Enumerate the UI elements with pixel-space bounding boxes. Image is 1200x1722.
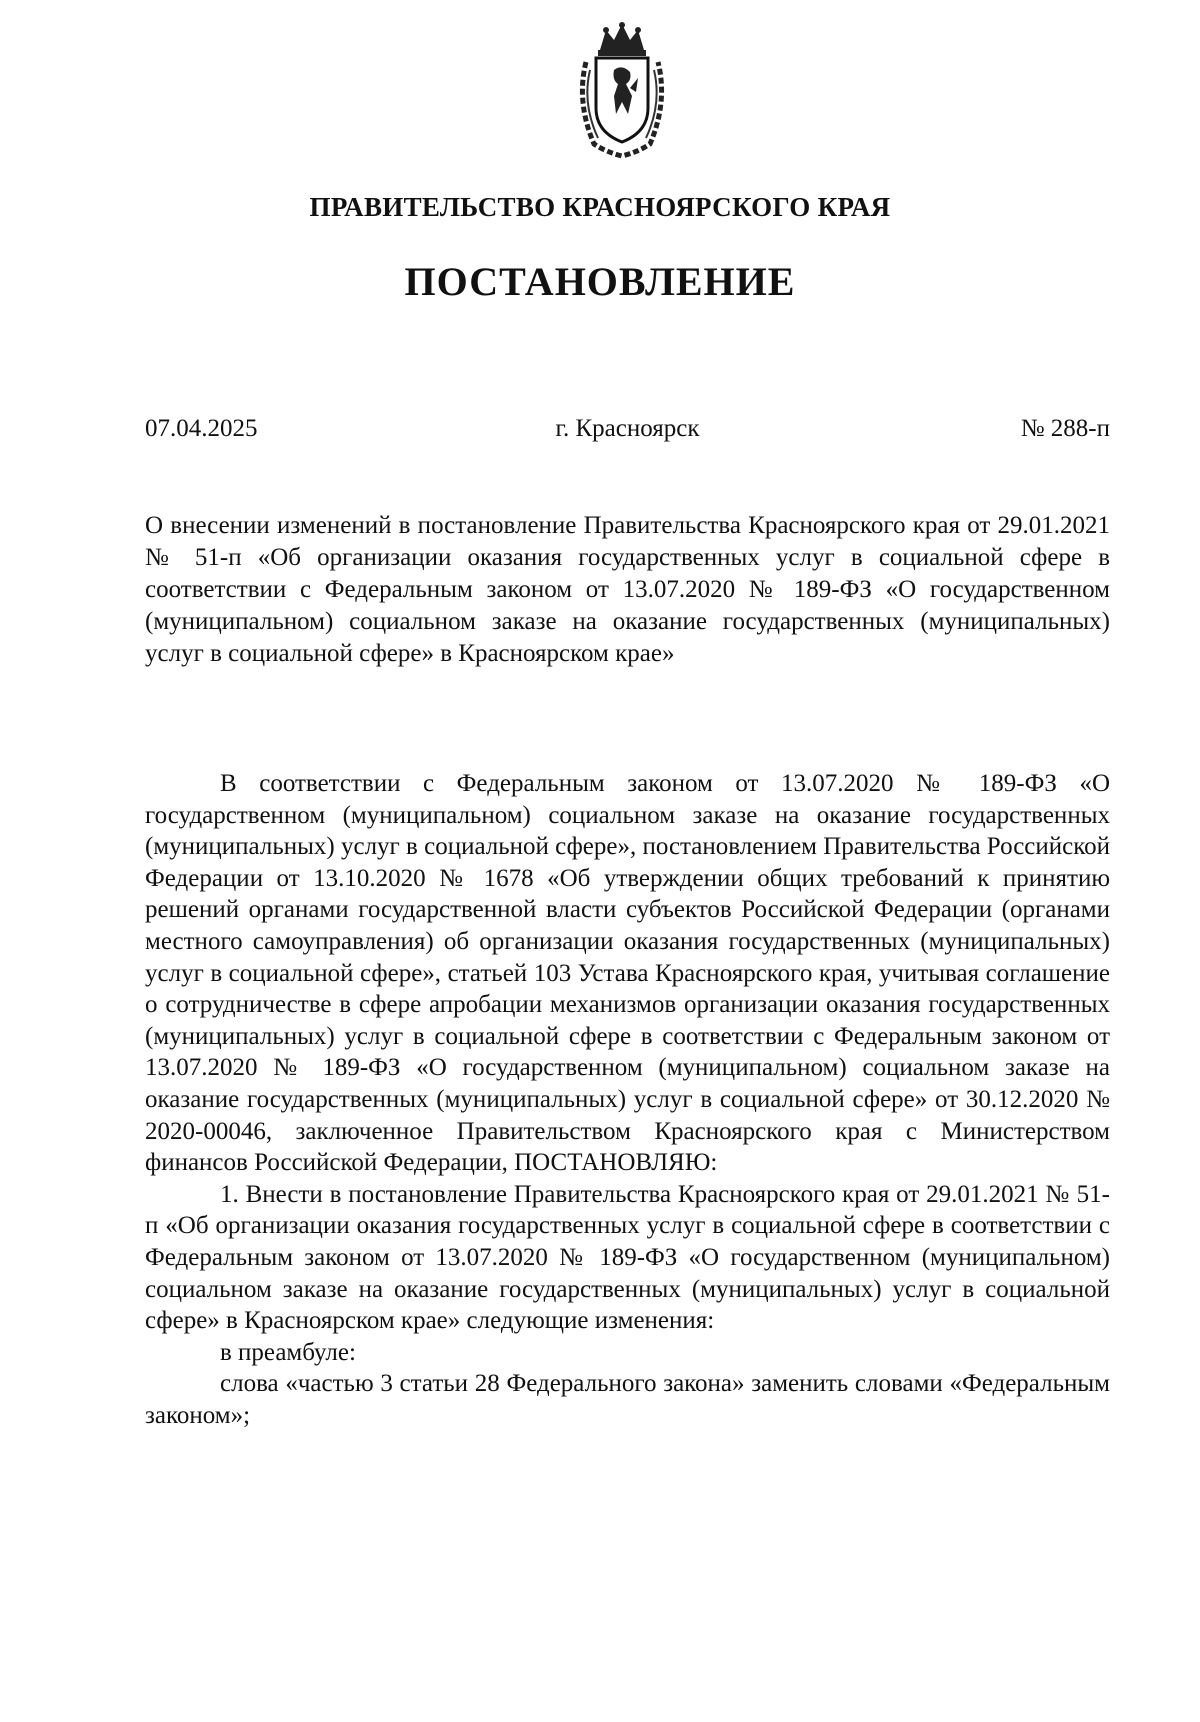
document-date: 07.04.2025 — [145, 415, 258, 442]
body-preamble-paragraph: В соответствии с Федеральным законом от 13.07.2020 № 189-ФЗ «О государственном (муниципальном) социальном заказе на оказание государственных (муниципальных) услуг в социальной сфере», постановлением Правительства Российской Федерации от 13.10.2020 № 1678 «Об утверждении общих требований к принятию решений органами государственной власти субъектов Российской Федерации (органами местного самоуправления) об организации оказания государственных (муниципальных) услуг в социальной сфере», статьей 103 Устава Красноярского края, учитывая соглашение о сотрудничестве в сфере апробации механизмов организации оказания государственных (муниципальных) услуг в социальной сфере в соответствии с Федеральным законом от 13.07.2020 № 189-ФЗ «О государственном (муниципальном) социальном заказе на оказание государственных (муниципальных) услуг в социальной сфере» от 30.12.2020 № 2020-00046, заключенное Правительством Красноярского края с Министерством финансов Российской Федерации, ПОСТАНОВЛЯЮ: — [145, 770, 1111, 1177]
body-item-1-paragraph: 1. Внести в постановление Правительства Красноярского края от 29.01.2021 № 51-п «Об организации оказания государственных услуг в социальной сфере в соответствии с Федеральным законом от 13.07.2020 № 189-ФЗ «О государственном (муниципальном) социальном заказе на оказание государственных (муниципальных) услуг в социальной сфере» в Красноярском крае» следующие изменения: — [145, 1180, 1110, 1335]
coat-of-arms-emblem — [572, 22, 672, 160]
body-preamble-label: в преамбуле: — [220, 1338, 356, 1366]
body-change-1-paragraph: слова «частью 3 статьи 28 Федерального закона» заменить словами «Федеральным законом»; — [145, 1370, 1110, 1429]
organization-name: ПРАВИТЕЛЬСТВО КРАСНОЯРСКОГО КРАЯ — [309, 192, 891, 222]
document-body — [145, 768, 1110, 1431]
document-meta-row — [145, 415, 1110, 449]
document-city: г. Красноярск — [555, 415, 700, 442]
document-title: О внесении изменений в постановление Правительства Красноярского края от 29.01.2021 № 51-п «Об организации оказания государственных услуг в социальной сфере в соответствии с Федеральным законом от 13.07.2020 № 189-ФЗ «О государственном (муниципальном) социальном заказе на оказание государственных (муниципальных) услуг в социальной сфере» в Красноярском крае» — [145, 512, 1110, 667]
document-type-heading: ПОСТАНОВЛЕНИЕ — [404, 259, 796, 304]
document-number: № 288-п — [1020, 415, 1110, 442]
